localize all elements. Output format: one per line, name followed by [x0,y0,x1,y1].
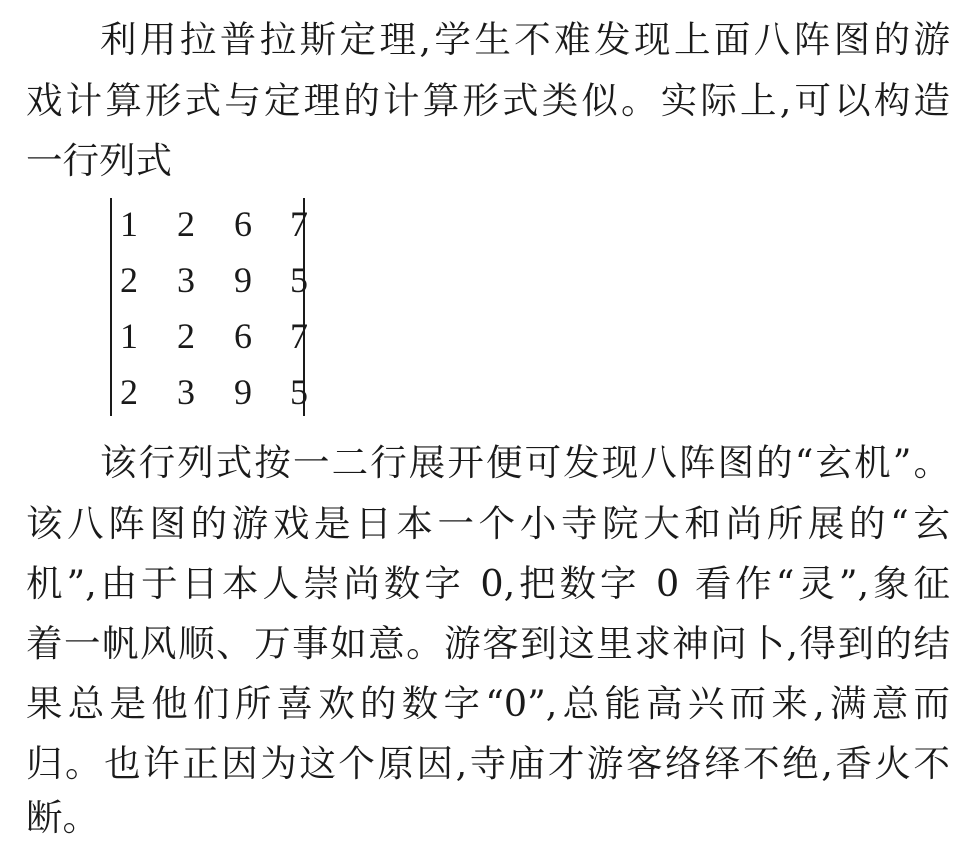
paragraph-2-line-1: 该行列式按一二行展开便可发现八阵图的“玄机”。 [100,441,950,484]
determinant-cell: 9 [234,372,252,412]
determinant-row-4 [118,364,306,420]
determinant-cell: 1 [120,316,138,356]
determinant-cell: 2 [120,372,138,412]
determinant-row-3 [118,308,306,364]
paragraph-2-line-7: 断。 [26,796,99,839]
determinant-left-bar [110,198,112,416]
determinant-row-1 [118,196,306,252]
paragraph-2-line-6: 归。也许正因为这个原因,寺庙才游客络绎不绝,香火不 [26,742,950,785]
determinant-cell: 3 [177,260,195,300]
paragraph-2-line-2: 该八阵图的游戏是日本一个小寺院大和尚所展的“玄 [26,502,950,545]
paragraph-2-line-3: 机”,由于日本人崇尚数字 0,把数字 0 看作“灵”,象征 [26,562,950,605]
determinant-row-2 [118,252,306,308]
determinant-cell: 2 [177,204,195,244]
determinant-cell: 7 [290,204,308,244]
determinant-cell: 6 [234,316,252,356]
paragraph-1-line-1: 利用拉普拉斯定理,学生不难发现上面八阵图的游 [100,18,950,61]
determinant-cell: 2 [177,316,195,356]
determinant-cell: 6 [234,204,252,244]
paragraph-1-line-2: 戏计算形式与定理的计算形式类似。实际上,可以构造 [26,79,950,122]
determinant-cell: 9 [234,260,252,300]
paragraph-1-line-3: 一行列式 [26,139,172,182]
determinant-cell: 5 [290,372,308,412]
determinant-cell: 2 [120,260,138,300]
determinant-cell: 1 [120,204,138,244]
determinant [108,196,308,422]
paragraph-2-line-4: 着一帆风顺、万事如意。游客到这里求神问卜,得到的结 [26,622,950,665]
determinant-cell: 7 [290,316,308,356]
paragraph-2-line-5: 果总是他们所喜欢的数字“0”,总能高兴而来,满意而 [26,682,950,725]
determinant-cell: 3 [177,372,195,412]
determinant-cell: 5 [290,260,308,300]
